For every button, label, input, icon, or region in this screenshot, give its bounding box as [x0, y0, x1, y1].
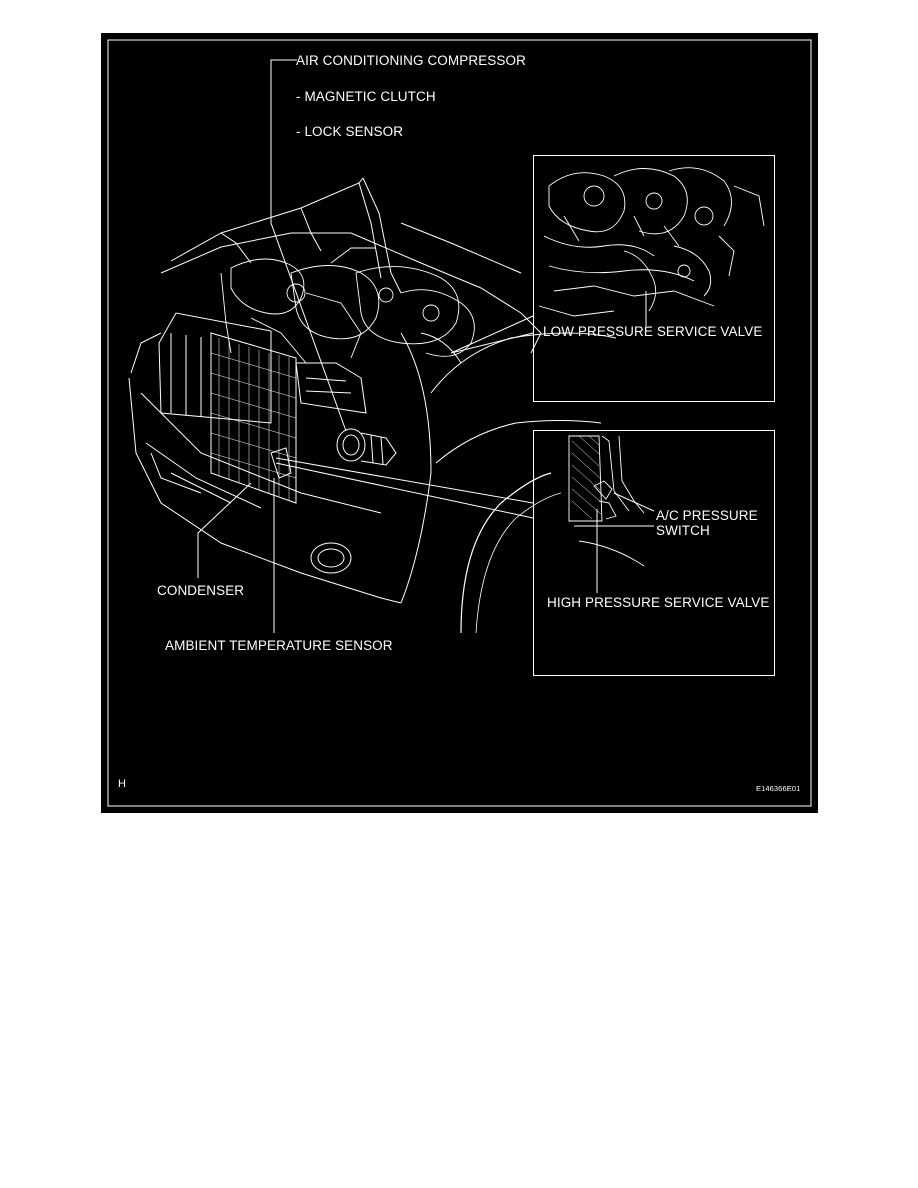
leader-lines	[198, 60, 533, 633]
condenser-core	[211, 333, 296, 503]
magnetic-clutch-label: - MAGNETIC CLUTCH	[296, 89, 436, 104]
inset-low-pressure-valve	[533, 155, 775, 402]
inset-high-pressure-valve	[533, 430, 775, 676]
ambient-temperature-sensor-label: AMBIENT TEMPERATURE SENSOR	[165, 638, 393, 653]
high-pressure-valve-label: HIGH PRESSURE SERVICE VALVE	[547, 595, 770, 610]
corner-letter: H	[118, 778, 127, 790]
ac-pressure-switch-label-line1: A/C PRESSURE	[656, 508, 758, 523]
ac-pressure-switch-label-line2: SWITCH	[656, 523, 710, 538]
compressor-drawing	[337, 429, 396, 465]
lock-sensor-label: - LOCK SENSOR	[296, 124, 404, 139]
low-pressure-valve-label: LOW PRESSURE SERVICE VALVE	[543, 324, 763, 339]
inset-low-pressure-artwork	[534, 156, 774, 401]
diagram-artwork	[101, 33, 818, 813]
component-location-diagram	[101, 33, 818, 813]
compressor-label: AIR CONDITIONING COMPRESSOR	[296, 53, 526, 68]
inset-high-pressure-artwork	[534, 431, 774, 675]
condenser-label: CONDENSER	[157, 583, 245, 598]
figure-code: E146366E01	[756, 784, 801, 793]
